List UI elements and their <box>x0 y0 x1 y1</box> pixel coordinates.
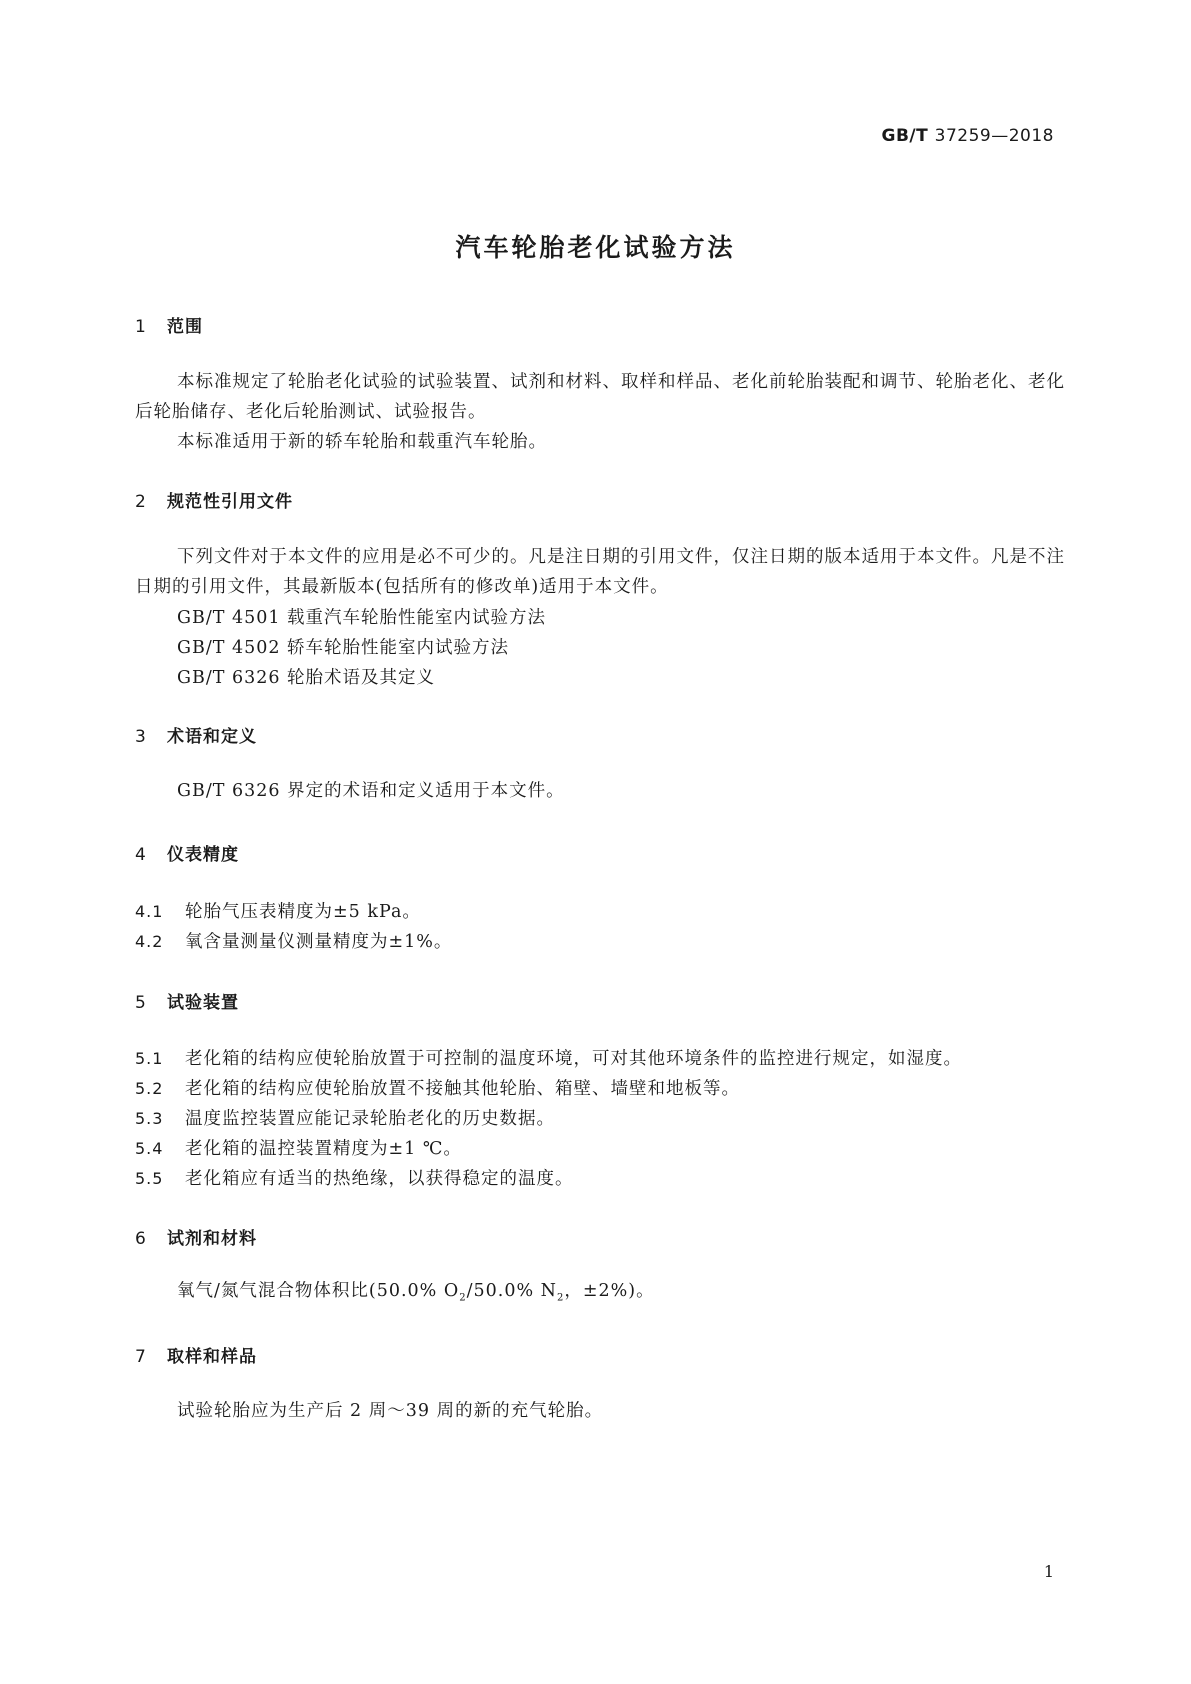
section-title: 取样和样品 <box>167 1347 257 1367</box>
paragraph-scope-2: 本标准适用于新的轿车轮胎和载重汽车轮胎。 <box>177 432 547 452</box>
reference-code: GB/T 6326 <box>177 668 281 688</box>
subscript: 2 <box>556 1292 565 1304</box>
reagent-text-a: 氧气/氮气混合物体积比(50.0% O <box>177 1281 460 1301</box>
clause-number: 4.2 <box>135 932 164 951</box>
section-number: 1 <box>135 317 147 337</box>
page-number: 1 <box>1043 1562 1054 1581</box>
document-title: 汽车轮胎老化试验方法 <box>455 233 736 262</box>
clause-5-2 <box>135 1075 740 1100</box>
section-title: 仪表精度 <box>167 845 239 865</box>
clause-number: 5.5 <box>135 1169 164 1188</box>
reference-title: 轮胎术语及其定义 <box>287 668 435 688</box>
clause-text: 老化箱应有适当的热绝缘，以获得稳定的温度。 <box>185 1169 574 1189</box>
section-number: 3 <box>135 727 147 747</box>
section-title: 试剂和材料 <box>167 1229 257 1249</box>
reference-title: 载重汽车轮胎性能室内试验方法 <box>287 608 546 628</box>
clause-5-3 <box>135 1105 555 1130</box>
section-heading-2 <box>135 487 293 512</box>
clause-number: 5.3 <box>135 1109 164 1128</box>
clause-5-4 <box>135 1135 462 1160</box>
section-heading-6 <box>135 1224 257 1249</box>
reference-title: 轿车轮胎性能室内试验方法 <box>287 638 509 658</box>
section-heading-3 <box>135 722 257 747</box>
section-title: 试验装置 <box>167 993 239 1013</box>
paragraph-reagents <box>135 1276 1065 1314</box>
section-number: 6 <box>135 1229 147 1249</box>
reagent-text-b: /50.0% N <box>466 1281 557 1301</box>
reference-item <box>177 604 546 629</box>
clause-number: 5.2 <box>135 1079 164 1098</box>
standard-code: 37259—2018 <box>934 126 1054 146</box>
clause-number: 4.1 <box>135 902 164 921</box>
section-heading-1 <box>135 312 203 337</box>
reagent-text-c: ，±2%)。 <box>564 1281 655 1301</box>
reference-code: GB/T 4502 <box>177 638 281 658</box>
section-number: 7 <box>135 1347 147 1367</box>
clause-number: 5.1 <box>135 1049 164 1068</box>
section-number: 2 <box>135 492 147 512</box>
paragraph-sampling: 试验轮胎应为生产后 2 周～39 周的新的充气轮胎。 <box>177 1401 604 1421</box>
clause-4-1 <box>135 898 421 923</box>
standard-number <box>882 126 1054 146</box>
paragraph-scope-1: 本标准规定了轮胎老化试验的试验装置、试剂和材料、取样和样品、老化前轮胎装配和调节、轮胎老化、老化后轮胎储存、老化后轮胎测试、试验报告。 <box>135 372 1065 422</box>
clause-text: 轮胎气压表精度为±5 kPa。 <box>185 902 421 922</box>
section-title: 规范性引用文件 <box>167 492 293 512</box>
section-heading-7 <box>135 1342 257 1367</box>
reference-code: GB/T 4501 <box>177 608 281 628</box>
section-title: 范围 <box>167 317 203 337</box>
clause-text: 温度监控装置应能记录轮胎老化的历史数据。 <box>185 1109 555 1129</box>
clause-5-5 <box>135 1165 574 1190</box>
clause-5-1 <box>135 1045 962 1070</box>
standard-prefix: GB/T <box>881 126 929 146</box>
clause-text: 氧含量测量仪测量精度为±1%。 <box>185 932 453 952</box>
section-heading-4 <box>135 840 239 865</box>
clause-number: 5.4 <box>135 1139 164 1158</box>
clause-text: 老化箱的温控装置精度为±1 ℃。 <box>185 1139 462 1159</box>
section-title: 术语和定义 <box>167 727 257 747</box>
paragraph-normative-refs: 下列文件对于本文件的应用是必不可少的。凡是注日期的引用文件，仅注日期的版本适用于本文件。凡是不注日期的引用文件，其最新版本(包括所有的修改单)适用于本文件。 <box>135 547 1065 597</box>
subscript: 2 <box>459 1292 467 1304</box>
clause-4-2 <box>135 928 452 953</box>
reference-item <box>177 634 509 659</box>
clause-text: 老化箱的结构应使轮胎放置于可控制的温度环境，可对其他环境条件的监控进行规定，如湿度。 <box>185 1049 962 1069</box>
clause-text: 老化箱的结构应使轮胎放置不接触其他轮胎、箱壁、墙壁和地板等。 <box>185 1079 740 1099</box>
section-number: 5 <box>135 993 147 1013</box>
reference-item <box>177 664 435 689</box>
paragraph-terms: GB/T 6326 界定的术语和定义适用于本文件。 <box>177 781 565 801</box>
section-heading-5 <box>135 988 239 1013</box>
section-number: 4 <box>135 845 147 865</box>
